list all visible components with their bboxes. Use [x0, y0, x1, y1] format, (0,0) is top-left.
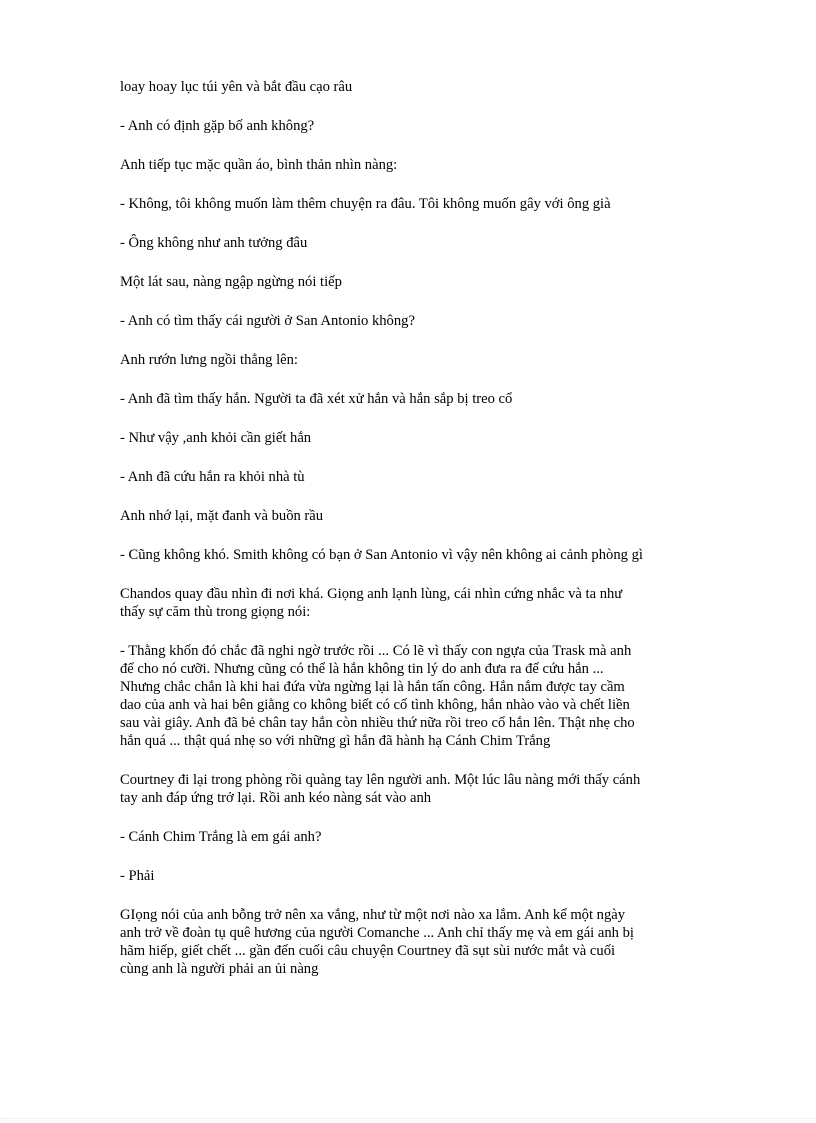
paragraph-line: thấy sự căm thù trong giọng nói: [120, 604, 311, 620]
paragraph-line: Courtney đi lại trong phòng rồi quàng tay lên người anh. Một lúc lâu nàng mới thấy cánh [120, 772, 641, 788]
paragraph: - Anh đã cứu hắn ra khỏi nhà tù [120, 469, 305, 485]
paragraph-line: để cho nó cưỡi. Nhưng cũng có thể là hắn không tin lý do anh đưa ra để cứu hắn ... [120, 661, 604, 677]
paragraph-chandos [120, 585, 700, 621]
paragraph-line: anh trở về đoàn tụ quê hương của người Comanche ... Anh chỉ thấy mẹ và em gái anh bị [120, 925, 634, 941]
paragraph: Anh rướn lưng ngồi thẳng lên: [120, 352, 298, 368]
paragraph: - Ông không như anh tưởng đâu [120, 235, 308, 251]
paragraph-line: sau vài giây. Anh đã bẻ chân tay hắn còn nhiều thứ nữa rồi treo cổ hắn lên. Thật nhẹ cho [120, 715, 635, 731]
paragraph: Anh nhớ lại, mặt đanh và buồn rầu [120, 508, 324, 524]
paragraph-line: hắn quá ... thật quá nhẹ so với những gì hắn đã hành hạ Cánh Chim Trắng [120, 733, 551, 749]
paragraph-line: dao của anh và hai bên giằng co không biết có cố tình không, hắn nhào vào và chết liền [120, 697, 630, 713]
paragraph-line: Nhưng chắc chắn là khi hai đứa vừa ngừng lại là hắn tấn công. Hắn nắm được tay cầm [120, 679, 625, 695]
paragraph-courtney [120, 771, 700, 807]
page-bottom-divider [0, 1118, 816, 1119]
paragraph: - Cũng không khó. Smith không có bạn ở San Antonio vì vậy nên không ai cảnh phòng gì [120, 547, 643, 563]
paragraph: Một lát sau, nàng ngập ngừng nói tiếp [120, 274, 342, 290]
paragraph-line: hãm hiếp, giết chết ... gần đến cuối câu chuyện Courtney đã sụt sùi nước mắt và cuối [120, 943, 616, 959]
paragraph-final [120, 906, 700, 978]
paragraph: loay hoay lục túi yên và bắt đầu cạo râu [120, 79, 353, 95]
paragraph-line: GIọng nói của anh bỗng trở nên xa vắng, như từ một nơi nào xa lắm. Anh kể một ngày [120, 907, 626, 923]
paragraph: - Không, tôi không muốn làm thêm chuyện ra đâu. Tôi không muốn gây với ông già [120, 196, 611, 212]
paragraph: - Anh có định gặp bố anh không? [120, 118, 315, 134]
paragraph: - Cánh Chim Trắng là em gái anh? [120, 829, 322, 845]
paragraph-thang-khon [120, 642, 700, 750]
paragraph-line: Chandos quay đầu nhìn đi nơi khá. Giọng anh lạnh lùng, cái nhìn cứng nhắc và ta như [120, 586, 623, 602]
paragraph: - Phải [120, 868, 155, 884]
document-body [120, 78, 700, 999]
paragraph-line: - Thằng khốn đó chắc đã nghi ngờ trước rồi ... Có lẽ vì thấy con ngựa của Trask mà anh [120, 643, 632, 659]
paragraph-line: tay anh đáp ứng trở lại. Rồi anh kéo nàng sát vào anh [120, 790, 432, 806]
paragraph-line: cùng anh là người phải an ủi nàng [120, 961, 319, 977]
paragraph: - Anh có tìm thấy cái người ở San Antonio không? [120, 313, 415, 329]
paragraph: - Anh đã tìm thấy hắn. Người ta đã xét xử hắn và hắn sắp bị treo cổ [120, 391, 513, 407]
paragraph: Anh tiếp tục mặc quần áo, bình thản nhìn nàng: [120, 157, 398, 173]
paragraph: - Như vậy ,anh khỏi cần giết hắn [120, 430, 312, 446]
